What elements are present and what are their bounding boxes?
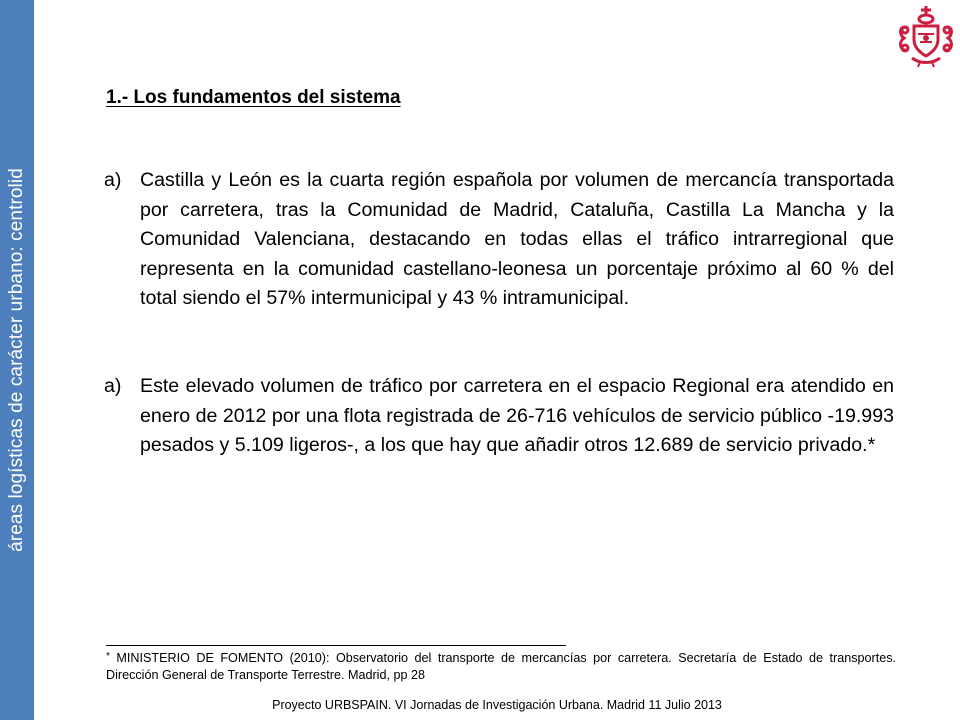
paragraph-marker: a) (104, 375, 122, 397)
section-title: 1.- Los fundamentos del sistema (106, 87, 401, 108)
sidebar-band (0, 0, 34, 720)
paragraph-text: Este elevado volumen de tráfico por carretera en el espacio Regional era atendido en enero de 2012 por una flota registrada de 26-716 vehículos de servicio público -19.993 pesados y 5.109 ligeros-, a los que hay que añadir otros 12.689 de servicio privado.* (140, 375, 894, 456)
footnote-mark: * (106, 651, 110, 662)
crest-logo-icon (896, 4, 956, 68)
paragraph-marker: a) (104, 169, 122, 191)
footnote (106, 648, 896, 684)
paragraph-text: Castilla y León es la cuarta región española por volumen de mercancía transportada por carretera, tras la Comunidad de Madrid, Cataluña, Castilla La Mancha y la Comunidad Valenciana, destacando en todas ellas el tráfico intrarregional que representa en la comunidad castellano-leonesa un porcentaje próximo al 60 % del total siendo el 57% intermunicipal y 43 % intramunicipal. (140, 169, 894, 309)
footer-caption: Proyecto URBSPAIN. VI Jornadas de Investigación Urbana. Madrid 11 Julio 2013 (272, 698, 722, 712)
footnote-divider (106, 645, 566, 646)
sidebar-title: áreas logísticas de carácter urbano: centrolid (6, 168, 27, 552)
footnote-text: MINISTERIO DE FOMENTO (2010): Observatorio del transporte de mercancías por carretera. Secretaría de Estado de transportes. Dirección General de Transporte Terrestre. Madrid, pp 28 (106, 651, 896, 682)
paragraph-2 (104, 372, 894, 461)
paragraph-1 (104, 166, 894, 314)
